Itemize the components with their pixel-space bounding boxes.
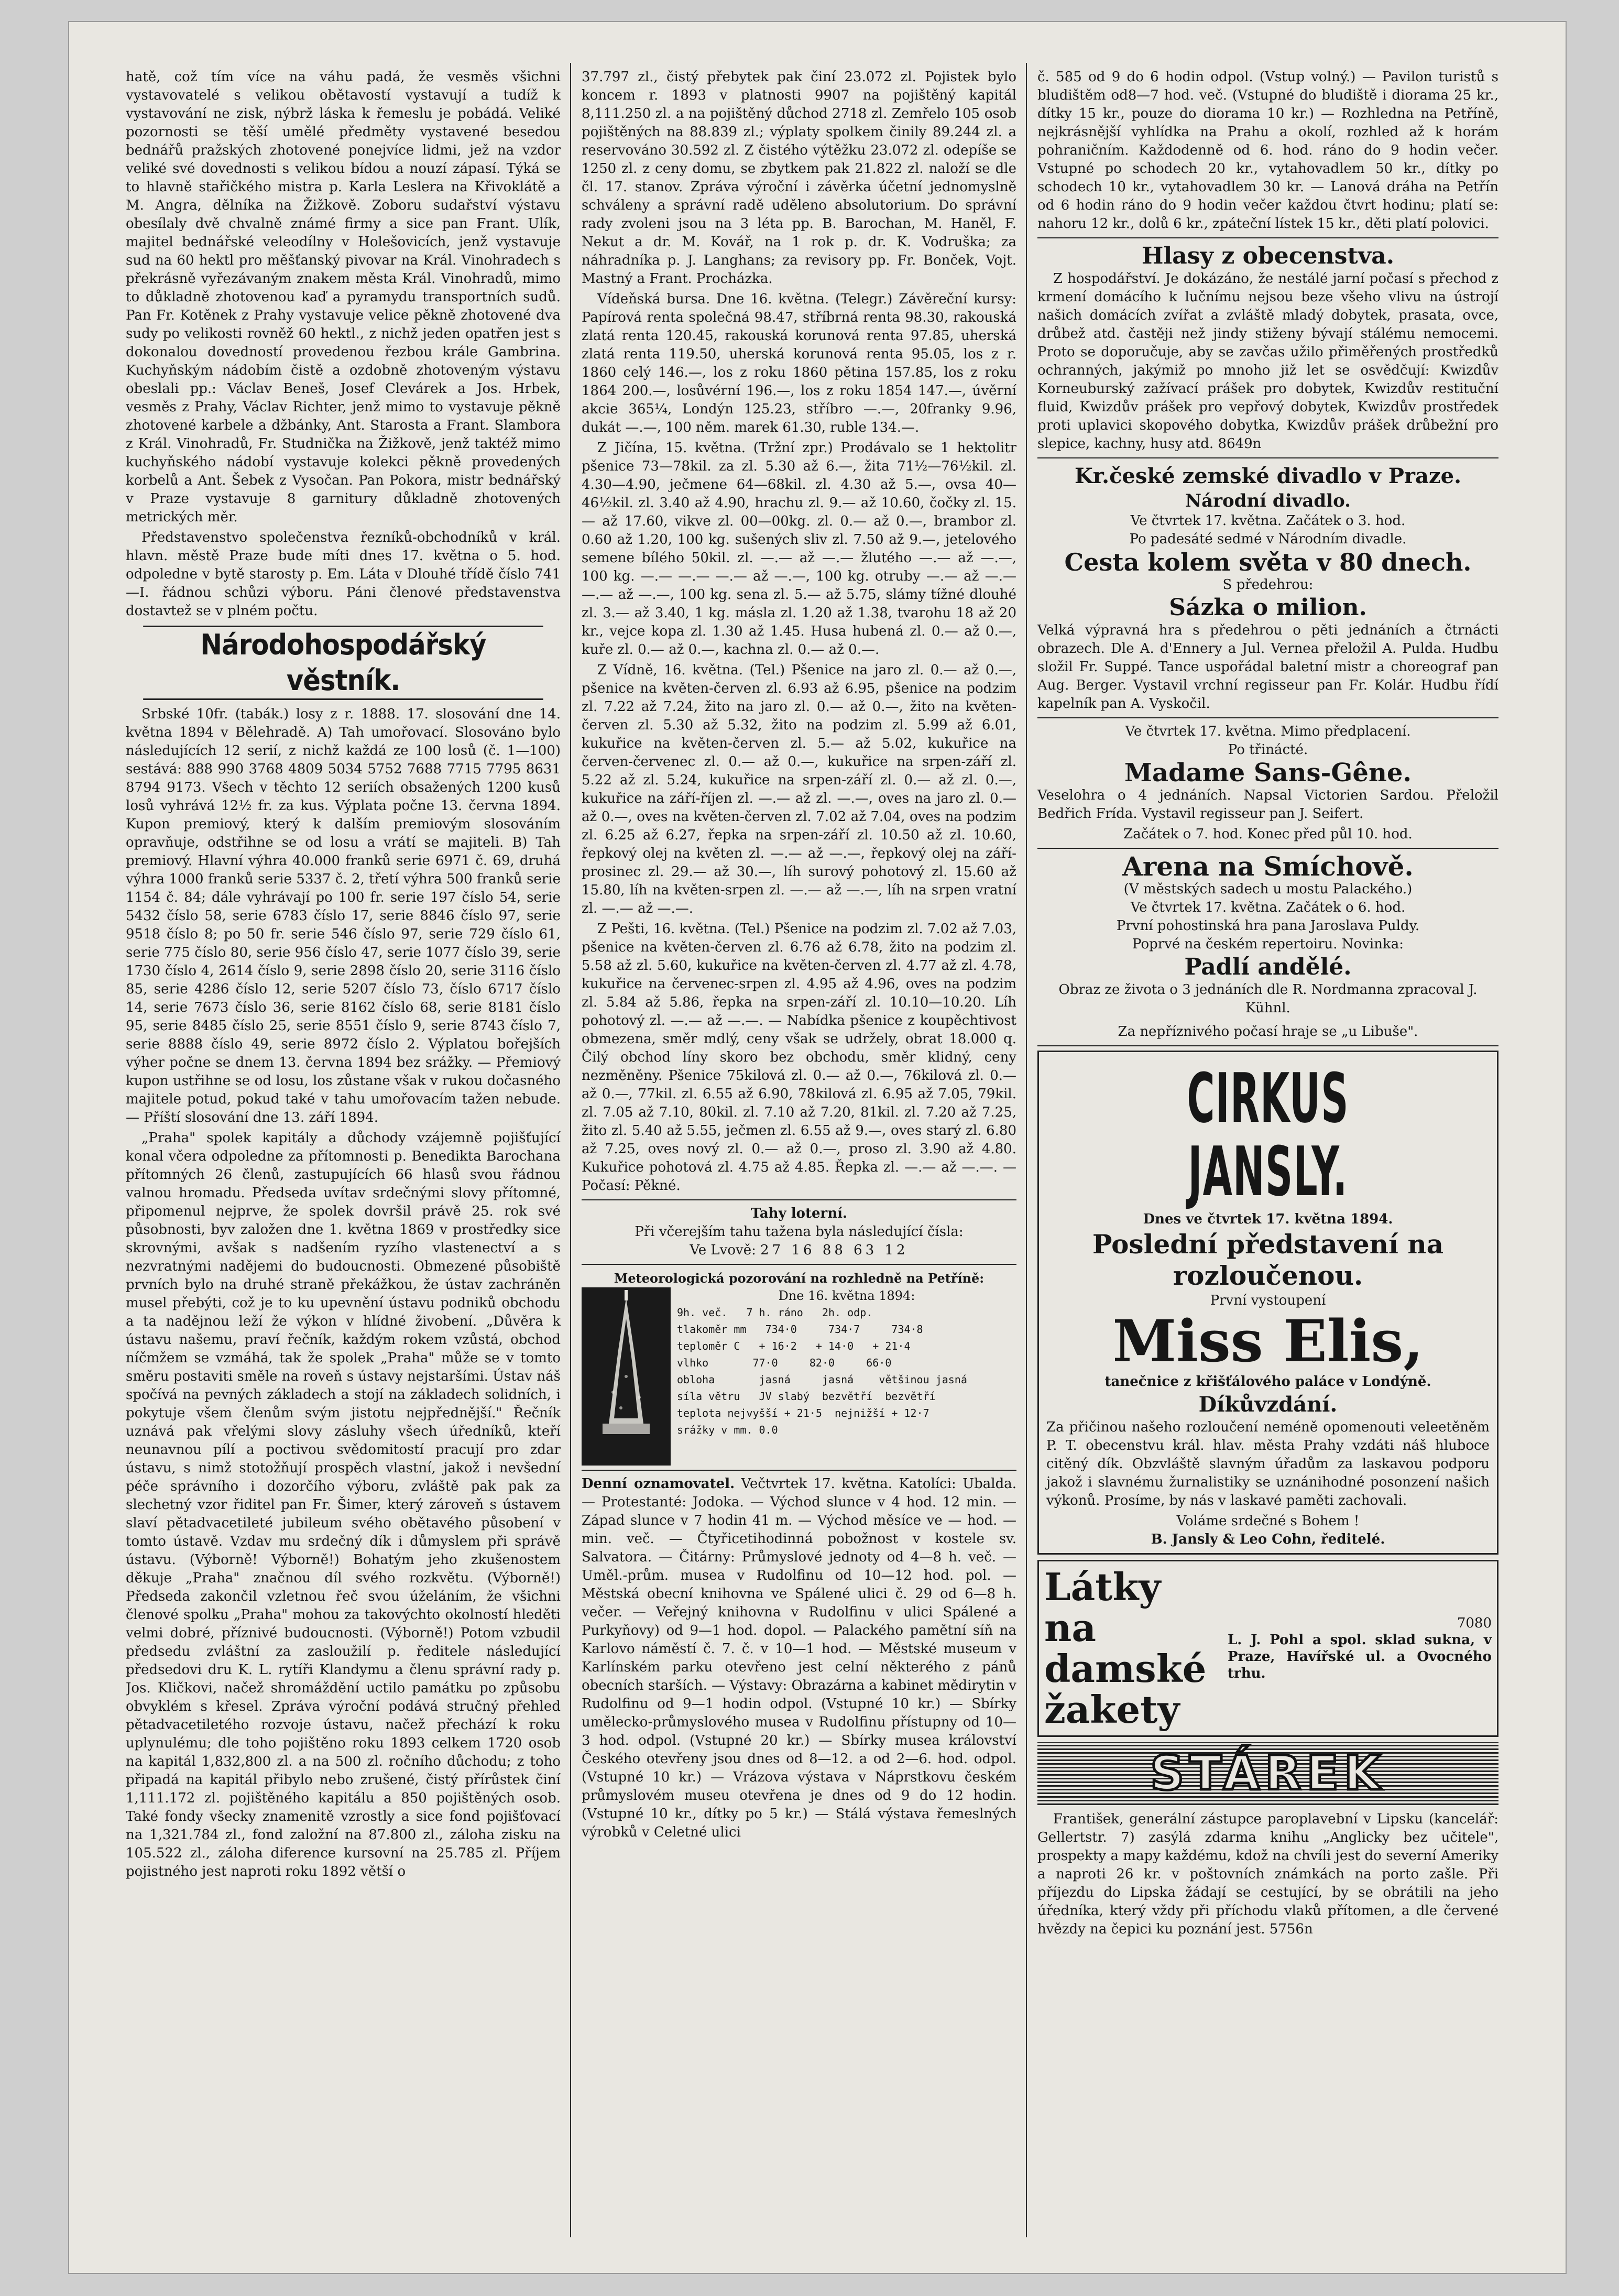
latky-number: 7080 (1457, 1615, 1492, 1631)
latky-ad (1037, 1560, 1498, 1737)
divider (1037, 237, 1498, 238)
cirkus-ad (1037, 1051, 1498, 1555)
thanks-sign1: Voláme srdečné s Bohem ! (1176, 1513, 1360, 1529)
theatre-date: Ve čtvrtek 17. května. Začátek o 3. hod. (1130, 513, 1406, 529)
meteo-row: obloha jasná jasná většinou jasná (677, 1373, 967, 1386)
section-title: Národohospodářský věstník. (143, 626, 543, 700)
divider (582, 1470, 1016, 1471)
starek-text: František, generální zástupce paroplavební v Lipsku (kancelář: Gellertstr. 7) zasýlá zdarma knihu „Anglicky bez učitele", prospekty a mapy každému, kdož na chvíli jest do severní Ameriky a naproti 26 kr. v poštovních známkách na porto zašle. Při příjezdu do Lipska žádají se cestující, by se obrátili na jeho úředníka, který vždy při příchodu vlaků přítomen, a dle červené hvězdy na čepici ku poznání jest. 5756n (1037, 1811, 1498, 1937)
arena-note2: Poprvé na českém repertoiru. Novinka: (1132, 936, 1404, 952)
article-jicin-market: Z Jičína, 15. května. (Tržní zpr.) Prodávalo se 1 hektolitr pšenice 73—78kil. za zl. 5.30 až 6.—, žita 71½—76½kil. zl. 4.30—4.90, ječmene 64—68kil. zl. 4.30 až 5.—, ovsa 40—46½kil. zl. 3.40 až 4.90, hrachu zl. 9.— až 10.60, čočky zl. 15.— až 17.60, vikve zl. 00—00kg. zl. 0.— až 0.—, brambor zl. 0.60 až 1.20, 100 kg. sušených sliv zl. 7.50 až 9.—, jetelového semene bílého 50kil. zl. —.— až —.— žlutého —.— až —.—, 100 kg. —.— —.— —.— až —.—, 100 kg. otruby —.— až —.— —.— až —.—, 100 kg. sena zl. 5.— až 5.75, slámy tížné dlouhé zl. 3.— až 3.40, 1 kg. másla zl. 1.20 až 1.38, tvarohu 18 až 20 kr., vejce kopa zl. 1.30 až 1.45. Husa hubená zl. 0.— až 0.—, kuře zl. 0.— až 0.—, kachna zl. 0.— až 0.—. (582, 440, 1016, 658)
meteo-block (582, 1287, 1016, 1466)
article-serbian-lottery: Srbské 10fr. (tabák.) losy z r. 1888. 17. slosování dne 14. května 1894 v Bělehradě. A) Tah umořovací. Slosováno bylo následujících 12 serií, z nichž každá ze 100 losů (č. 1—100) sestává: 888 990 3768 4809 5034 5752 7688 7715 7795 8631 8794 9173. Všech v těchto 12 seriích obsažených 1200 kusů losů vyhrává 12½ fr. za kus. Výplata počne 13. června 1894. Kupon premiový, který k dalším premiovým slosováním opravňuje, odstřihne se od losu a vrátí se majiteli. B) Tah premiový. Hlavní výhra 40.000 franků serie 6971 č. 69, druhá výhra 1000 franků serie 5337 č. 2, třetí výhra 500 franků serie 1154 č. 84; dále vyhrávají po 100 fr. serie 197 číslo 54, serie 5432 číslo 58, serie 6783 číslo 17, serie 8846 číslo 97, serie 9518 číslo 8; po 50 fr. serie 546 číslo 97, serie 729 číslo 61, serie 775 číslo 80, serie 956 číslo 47, serie 1077 číslo 39, serie 1730 číslo 4, 2614 číslo 9, serie 2898 číslo 20, serie 3116 číslo 85, serie 4286 číslo 12, serie 5207 číslo 73, číslo 6717 číslo 14, serie 7673 číslo 36, serie 8162 číslo 68, serie 8181 číslo 95, serie 8485 číslo 25, serie 8551 číslo 9, serie 8743 číslo 7, serie 8888 číslo 49, serie 8972 číslo 2. Výplatou bořejších výher počne se dnem 13. června 1894 bez srážky. — Přemiový kupon ustřihne se od losu, los zůstane však v rukou dočasného majitele potud, pokud také v tahu umořovacím tažen nebude. — Příští slosování dne 13. září 1894. (126, 706, 561, 1125)
divider (1037, 1045, 1498, 1046)
latky-text: L. J. Pohl a spol. sklad sukna, v Praze, Havířské ul. a Ovocného trhu. (1228, 1632, 1492, 1681)
daily-text: Večtvrtek 17. května. Katolíci: Ubalda. — Protestanté: Jodoka. — Východ slunce v 4 hod. 12 min. — Západ slunce v 7 hodin 41 m. — Východ měsíce ve — hod. — min. več. — Čtyřicetihodinná pobožnost v kostele sv. Salvatora. — Čitárny: Průmyslové jednoty od 4—8 h. več. — Uměl.-prům. musea v Rudolfinu od 10—12 hod. pol. — Městská obecní knihovna ve Spálené ulici č. 29 od 6—8 h. večer. — Veřejný knihovna v Rudolfinu v ulici Spálené a Purkyňovy) od 9—1 hod. dopol. — Palackého pamětní síň na Karlovo náměstí č. 7. č. v 10—1 hod. — Městské museum v Karlínském parku otevřeno jest celní některého z pánů obecních starších. — Výstavy: Obrazárna a kabinet mědirytin v Rudolfinu od 9—1 hodin odpol. (Vstupné 10 kr.) — Sbírky umělecko-průmyslového musea v Rudolfinu přístupny od 10—3 hod. odpol. (Vstupné 20 kr.) — Sbírky musea království Českého otevřeny jsou dnes od 8—12. a od 2—6. hod. odpol. (Vstupné 10 kr.) — Vrázova výstava v Náprstkovu českém průmyslovém museu otevřena je dnes od 9 do 12 hodin. (Vstupné 10 kr., dítky po 5 kr.) — Stálá výstava řemeslných výrobků v Celetné ulici (582, 1476, 1016, 1840)
meteo-row: síla větru JV slabý bezvětří bezvětří (677, 1390, 936, 1403)
play1-sub2: Sázka o milion. (1169, 594, 1367, 621)
article-pest-market: Z Pešti, 16. května. (Tel.) Pšenice na podzim zl. 7.02 až 7.03, pšenice na květen-červen zl. 6.76 až 6.78, žito na podzim zl. 5.58 až zl. 5.60, kukuřice na květen-červen zl. 4.77 až zl. 4.78, kukuřice na červenec-srpen zl. 4.95 až 4.96, oves na podzim zl. 5.84 až 5.86, řepka na srpen-září zl. 10.10—10.20. Líh pohotový zl. —.— až —.—. — Nabídka pšenice z koupěchtivost obmezena, směr mdlý, ceny však se udržely, obrat 18.000 q. Čilý obchod líny skoro bez obchodu, směr klidný, ceny nezměněny. Pšenice 75kilová zl. 0.— až 0.—, 76kilová zl. 0.— až 0.—, 77kil. zl. 6.55 až 6.90, 78kilová zl. 6.95 až 7.05, 79kil. zl. 7.05 až 7.10, 80kil. zl. 7.10 až 7.20, 81kil. zl. 7.20 až 7.25, žito zl. 5.40 až 5.55, ječmen zl. 6.55 až 9.—, oves starý zl. 6.80 až 7.25, oves nový zl. 0.— až 0.—, proso zl. 3.90 až 4.80. Kukuřice pohotová zl. 4.75 až 4.85. Řepka zl. —.— až —.—. — Počasí: Pěkné. (582, 921, 1016, 1194)
article-exhibition: hatě, což tím více na váhu padá, že vesměs všichni vystavovatelé s velikou obětavostí vystavují a tudíž k vystavování ne zisk, nýbrž láska k řemeslu je pobádá. Veliké pozornosti se těší umělé předměty vystavené besedou bednářů pražských zhotovené ponejvíce lidmi, jež na vzdor veliké své dovednosti s velikou bídou a nouzí zápasí. Týká se to hlavně stařičkého mistra p. Karla Leslera na Křivoklátě a M. Angra, dělníka na Žižkově. Zoboru sudařství výstavu obesílaly dvě chvalně známé firmy a sice pan Frant. Ulík, majitel bednářské veleodílny v Holešovicích, jenž vystavuje sud na 60 hektl pro měšťanský pivovar na Král. Vinohradech s překrásně vyřezávaným znakem města Král. Vinohradů, mimo to důkladně zhotovenou kaď a pyramydu transportních sudů. Pan Fr. Kotěnek z Prahy vystavuje velice pěkně zhotovené dva sudy po velikosti rovněž 60 hektl., z nichž jeden opatřen jest s dokonalou dovedností provedenou řezbou krále Gambrina. Kuchyňským nádobím čistě a ozdobně zhotoveným výstavu obeslali pp.: Václav Beneš, Josef Clevárek a Jos. Hrbek, vesměs z Prahy, Václav Richter, jenž mimo to vystavuje pěkně zhotovené karbele a džbánky, Ant. Starosta a Frant. Slambora z Král. Vinohradů, Fr. Studnička na Žižkově, jenž taktéž mimo kuchyňského nádobí vystavuje kolekci pěkně provedených korbelů a Ant. Šebek z Vysočan. Pan Pokora, mistr bednářský v Praze vystavuje 8 garnitury důkladně zhotovených metrických měr. (126, 69, 561, 525)
thanks-text: Za přičinou našeho rozloučení neméně opomenouti veleetěněm P. T. obecenstvu král. hlav. města Prahy vzdáti náš hluboce citěný dík. Obzvláště slavným úřadům za laskavou podporu jakož i slavnému žurnalistiky se uznánihodné posonzení našich výkonů. Prosíme, by nás v laskavé paměti zachovali. (1046, 1419, 1490, 1508)
miss-elis: Miss Elis, (1112, 1307, 1424, 1375)
article-butchers: Představenstvo společenstva řezníků-obchodníků v král. hlavn. městě Praze bude míti dnes 17. května o 5. hod. odpoledne v bytě starosty p. Em. Láta v Dlouhé třídě číslo 741—I. řádnou schůzi výboru. Páni členové představenstva dostavtež se v plném počtu. (126, 530, 561, 619)
theatre-sub: Národní divadlo. (1185, 490, 1351, 511)
cirkus-date: Dnes ve čtvrtek 17. května 1894. (1143, 1211, 1393, 1227)
divider (1037, 457, 1498, 458)
lottery-place: Ve Lvově: (690, 1242, 756, 1258)
article-vienna-market: Z Vídně, 16. května. (Tel.) Pšenice na jaro zl. 0.— až 0.—, pšenice na květen-červen zl. 6.93 až 6.95, pšenice na podzim zl. 7.22 až 7.24, žito na jaro zl. 0.— až 0.—, žito na květen-červen zl. 5.30 až 5.32, žito na podzim zl. 5.99 až 6.01, kukuřice na květen-červen zl. 5.— až 5.02, kukuřice na červen-červenec zl. 0.— až 0.—, kukuřice na srpen-září zl. 5.22 až zl. 5.24, kukuřice na srpen-září zl. 0.— až zl. 0.—, kukuřice na září-říjen zl. —.— až zl. —.—, oves na jaro zl. 0.— až 0.—, oves na květen-červen zl. 7.02 až 7.04, oves na podzim zl. 6.25 až 6.27, řepka na srpen-září zl. 10.50 až zl. 10.60, řepkový olej na květen zl. —.— až —.—, řepkový olej na září-prosinec zl. 29.— až 30.—, líh surový pohotový zl. 15.60 až 15.80, líh na květen-srpen zl. —.— až —.—, líh na srpen vratní zl. —.— až —.—. (582, 662, 1016, 916)
nove-price: Po třinácté. (1228, 742, 1308, 758)
meteo-row: srážky v mm. 0.0 (677, 1424, 778, 1436)
petrin-tower-image (582, 1287, 671, 1466)
meteo-row: vlhko 77·0 82·0 66·0 (677, 1357, 892, 1369)
lottery-line (582, 1241, 1016, 1260)
latky-info (1228, 1615, 1492, 1682)
hlasy-text: Z hospodářství. Je dokázáno, že nestálé jarní počasí s přechod z krmení domácího k lučnímu nejsou beze všeho vlivu na ústrojí našich domácích zvířat a zvláště mladý dobytek, prasata, ovce, drůbež atd. častěji než jindy stiženy bývají stálému nemocemi. Proto se doporučuje, aby se zavčas užilo přiměřených prostředků ochranných, jakýmiž po mnoho již let se osvědčují: Kwizdův Korneuburský zažívací prášek pro dobytek, Kwizdův restituční fluid, Kwizdův prášek pro vepřový dobytek, Kwizdův prostředek proti uplavici skopového dobytka, Kwizdův prášek drůbežní pro slepice, kachny, husy atd. 8649n (1037, 271, 1498, 452)
latky-title: Látky na damské žakety (1044, 1565, 1207, 1732)
article-praha-insurance: „Praha" spolek kapitály a důchody vzájemně pojišťující konal včera odpoledne za přítomnosti p. Benedikta Barochana přítomných 26 členů, zastupujících 66 hlasů svou řádnou valnou hromadu. Předseda uvítav srdečnými slovy přítomné, připomenul nejprve, že spolek dovršil právě 25. rok své působnosti, byv založen dne 1. května 1869 v prostředky sice skrovnými, avšak s nadšením ryzího vlastenectví a s nezvratnými nadějemi do budoucnosti. Obmezené působiště prvních bylo na druhé straně překážkou, že ústav zachráněn musel přebýti, což je to ku upevnění ústavu podniků obchodu a ta nadějnou leží že výkon v hlídné živobení. „Důvěra k ústavu našemu, praví řečník, každým rokem vzůstá, obchod níčmžem se vzmáhá, tak že spolek „Praha" může se v tomto směru postaviti směle na roveň s ústavy nejstaršími. Ústav náš spočívá na pevných základech a stojí na základech solidních, i pokytuje všem členům svým jistotu nejpřednější." Řečník uznává pak vřelými slovy zásluhy všech úředníků, kteří neunavnou pílí a poctivou svědomitostí pracují pro zdar ústavu, s nimž stotožňují prospěch vlastní, jakož i nevšední péče správního i dozorčího výboru, zvláště pak pak za slechetný vzor řiditel pan Fr. Šimer, který zároveň s ústavem slaví pětadvacetileté jubileum svého obětavého působení v tomto ústavě. Vzdav mu srdečný dík i důmyslem při správě ústavu. (Výborně! Výborně!) Bohatým jeho zkušenostem děkuje „Praha" značnou díl svého rozkvětu. (Výborně!) Předseda zakončil vzletnou řeč svou úželáním, že všichni členové spolku „Praha" mohou za takovýchto okolností hleděti velmi dobré, příznivé budoucnosti. (Výborně!) Potom vzbudil předsedu zvláštní za zasloužilí p. ředitele následující předsedovi dru K. L. rytíři Klandymu a členu správní rady p. Jos. Kličkovi, načež shromáždění uctilo památku po způsobu obvyklém s křesel. Zpráva výroční podává stručný přehled pětadvacetiletého rozvoje ústavu, načež přechází k roku uplynulému; dle toho pojištěno roku 1893 celkem 1720 osob na kapitál 1,832,800 zl. a na 500 zl. ročního důchodu; z toho připadá na kapitál přibylo nebo zrušené, čistý přírůstek činí 1,111.172 zl. pojištěného kapitálu a 850 pojištěných osob. Také fondy všecky znamenitě vzrostly a sice fond pojišťovací na 1,321.784 zl., fond založní na 87.800 zl., záloha zisku na 105.522 zl., záloha diference kursovní na 25.785 zl. Příjem pojistného jest naproti roku 1892 větší o (126, 1130, 561, 1879)
meteo-hours: 9h. več. 7 h. ráno 2h. odp. (677, 1306, 873, 1319)
theatre-title: Kr.české zemské divadlo v Praze. (1074, 464, 1462, 488)
play3-title: Padlí andělé. (1184, 954, 1352, 980)
divider (1037, 717, 1498, 718)
play2-time: Začátek o 7. hod. Konec před půl 10. hod. (1123, 826, 1413, 842)
article-vienna-bourse: Vídeňská bursa. Dne 16. května. (Telegr.) Závěreční kursy: Papírová renta společná 98.47, stříbrná renta 98.30, rakouská zlatá renta 120.45, rakouská korunová renta 97.85, uherská zlatá renta 119.50, uherská korunová renta 95.05, los z r. 1860 celý 146.—, los z roku 1860 pětina 157.85, los z roku 1864 200.—, losůvérní 196.—, los z roku 1854 147.—, úvěrní akcie 365¼, Londýn 125.23, stříbro —.—, 20franky 9.96, dukát —.—, 100 něm. marek 61.30, ruble 134.—. (582, 291, 1016, 435)
arena-note: První pohostinská hra pana Jaroslava Puldy. (1116, 918, 1420, 934)
libuse-note: Za nepříznivého počasí hraje se „u Libuše". (1118, 1024, 1418, 1040)
theatre-note: Po padesáté sedmé v Národním divadle. (1129, 531, 1407, 547)
divider (582, 1199, 1016, 1200)
hlasy-title: Hlasy z obecenstva. (1141, 243, 1395, 269)
cirkus-title: CIRKUS JANSLY. (1187, 1058, 1349, 1211)
meteo-title: Meteorologická pozorování na rozhledně na Petříně: (614, 1271, 984, 1286)
nove-date: Ve čtvrtek 17. května. Mimo předplacení. (1125, 724, 1411, 739)
thanks-sign2: B. Jansly & Leo Cohn, ředitelé. (1151, 1532, 1385, 1547)
lottery-numbers: 27 16 88 63 12 (760, 1242, 909, 1258)
article-petrin: č. 585 od 9 do 6 hodin odpol. (Vstup volný.) — Pavilon turistů s bludištěm od8—7 hod. več. (Vstupné do bludiště i diorama 25 kr., dítky 15 kr., pouze do diorama 10 kr.) — Rozhledna na Petříně, nejkrásnější vyhlídka na Prahu a okolí, rozhled až k horám pohraničním. Každodenně od 6. hod. ráno do 9 hodin večer. Vstupné po schodech 20 kr., vytahovadlem 50 kr., dítky po schodech 10 kr., vytahovadlem 30 kr. — Lanová dráha na Petřín od 6 hodin ráno do 9 hodin večer každou čtvrt hodinu; platí se: nahoru 12 kr., dolů 6 kr., zpáteční lístek 15 kr., děti platí polovici. (1037, 69, 1498, 232)
meteo-table (677, 1287, 1016, 1466)
lottery-title: Tahy loterní. (750, 1206, 848, 1221)
daily-announcer (582, 1475, 1016, 1842)
column-rule (570, 63, 571, 2237)
column-rule (1026, 63, 1027, 2237)
play1-sub: S předehrou: (1222, 577, 1314, 593)
meteo-date: Dne 16. května 1894: (778, 1288, 915, 1303)
meteo-row: tlakoměr mm 734·0 734·7 734·8 (677, 1323, 923, 1336)
play2-desc: Veselohra o 4 jednáních. Napsal Victorien Sardou. Přeložil Bedřich Frída. Vystavil regisseur pan J. Seifert. (1037, 788, 1498, 822)
column-3 (1037, 68, 1498, 2232)
arena-title: Arena na Smíchově. (1122, 851, 1414, 882)
newspaper-page (68, 21, 1567, 2274)
divider (1037, 848, 1498, 849)
column-1 (126, 68, 561, 2232)
arena-sub: (V městských sadech u mostu Palackého.) (1123, 881, 1413, 897)
thanks-title: Díkůvzdání. (1198, 1392, 1338, 1417)
arena-date: Ve čtvrtek 17. května. Začátek o 6. hod. (1130, 900, 1406, 915)
lottery-intro: Při včerejším tahu taženа byla následující čísla: (635, 1224, 964, 1240)
miss-desc: tanečnice z křišťálového paláce v Londýně. (1104, 1374, 1431, 1390)
divider (582, 1264, 1016, 1265)
meteo-row: teploměr C + 16·2 + 14·0 + 21·4 (677, 1340, 911, 1352)
article-praha-continued: 37.797 zl., čistý přebytek pak činí 23.072 zl. Pojistek bylo koncem r. 1893 v platnosti 9907 na pojištěný kapitál 8,111.250 zl. a na pojištěný důchod 2718 zl. Zemřelo 105 osob pojištěných na 88.839 zl.; výplaty spolkem činily 89.244 zl. a reservováno 30.592 zl. Z čistého výtěžku 23.072 zl. odepíše se 1250 zl. z ceny domu, se zbytkem pak 21.822 zl. naloží se dle čl. 17. stanov. Zpráva výroční i závěrka účetní jednomyslně schváleny a správní radě uděleno absolutorium. Do správní rady zvoleni jsou na 3 léta pp. B. Barochan, M. Haněl, F. Nekut a dr. M. Kovář, na 1 rok p. dr. K. Vodruška; za náhradníka p. J. Langhans; za revisory pp. Fr. Bonček, Vojt. Mastný a Frant. Procházka. (582, 69, 1016, 287)
play2-title: Madame Sans-Gêne. (1124, 758, 1412, 788)
daily-title: Denní oznamovatel. (582, 1476, 735, 1492)
play1-title: Cesta kolem světa v 80 dnech. (1064, 548, 1472, 576)
starek-title: STÁREK (1037, 1742, 1498, 1805)
cirkus-first: První vystoupení (1210, 1293, 1326, 1308)
play1-desc: Velká výpravná hra s předehrou o pěti jednáních a čtrnácti obrazech. Dle A. d'Ennery a Jul. Vernea přeložil A. Pulda. Hudbu složil Fr. Suppé. Tance uspořádal baletní mistr a choreograf pan Aug. Berger. Vystavil vrchní regisseur pan Fr. Kolár. Hudbu řídí kapelník pan A. Vyskočil. (1037, 622, 1498, 712)
play3-desc: Obraz ze života o 3 jednáních dle R. Nordmanna zpracoval J. Kühnl. (1058, 982, 1478, 1016)
cirkus-last: Poslední představení na rozloučenou. (1092, 1229, 1444, 1291)
meteo-row: teplota nejvyšší + 21·5 nejnižší + 12·7 (677, 1407, 929, 1419)
column-2 (582, 68, 1016, 2232)
